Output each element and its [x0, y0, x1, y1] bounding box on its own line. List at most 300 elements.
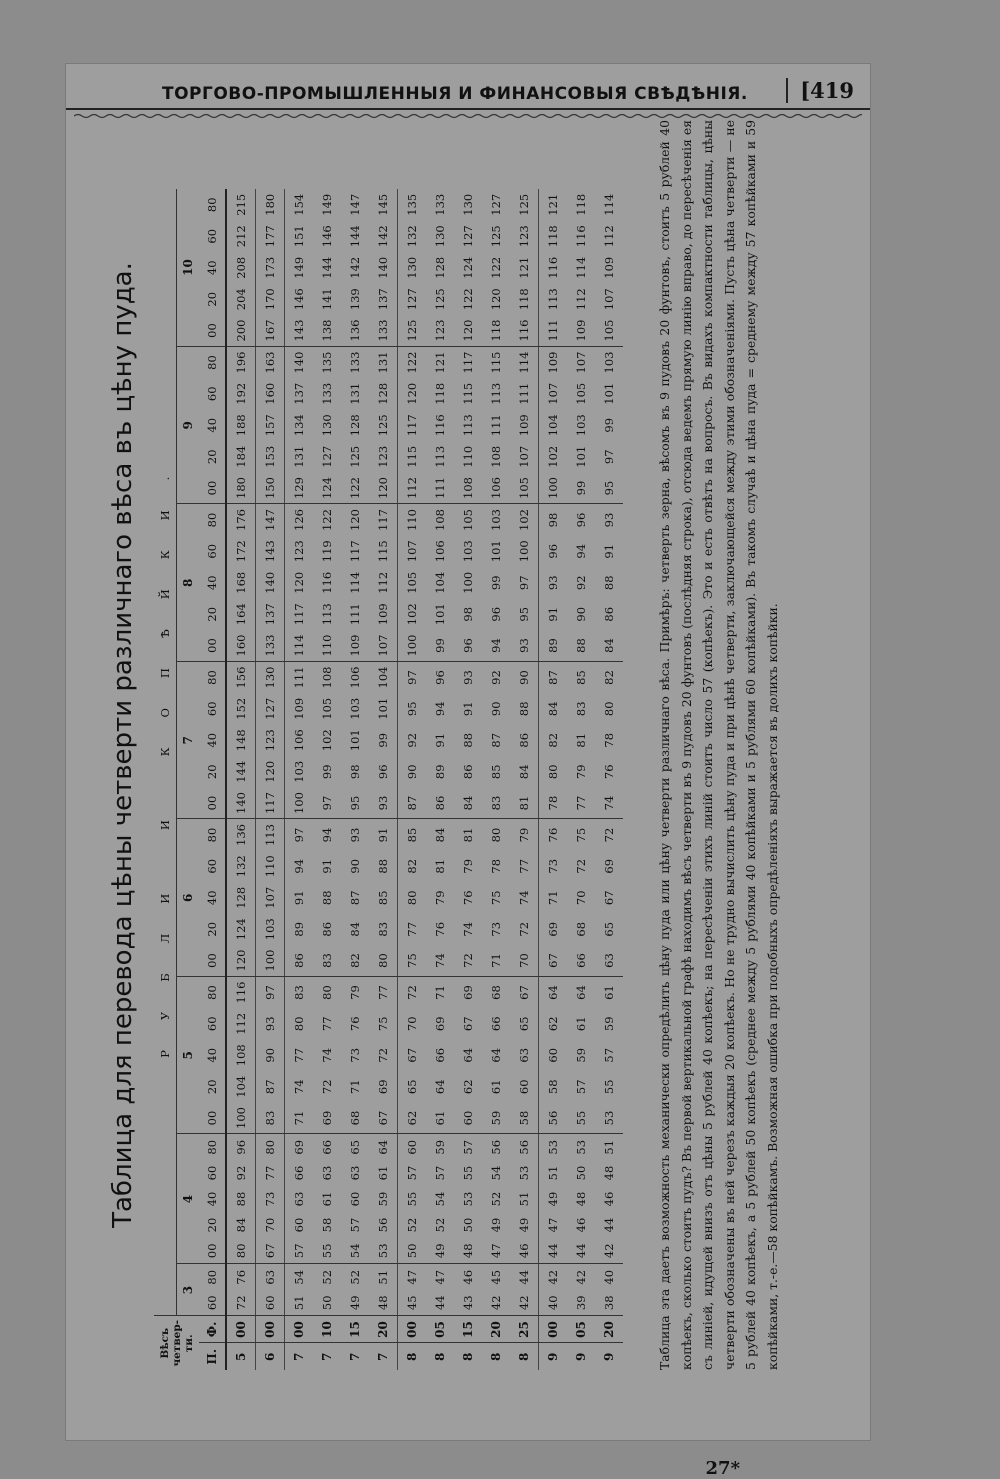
price-cell: 176: [234, 509, 248, 531]
price-cell: 38: [595, 1290, 623, 1316]
kopeck-column-header: 40: [199, 1186, 226, 1212]
price-cell: 71: [348, 1079, 362, 1095]
price-cell: 56: [517, 1139, 531, 1155]
price-cell: 126: [285, 504, 314, 536]
price-cell: 103: [256, 914, 285, 946]
price-cell: 151: [285, 221, 314, 253]
kopeck-column-header: 80: [199, 977, 226, 1009]
price-cell: 53: [461, 1191, 475, 1207]
price-cell: 114: [574, 256, 588, 279]
ruble-group-label: 10: [177, 189, 200, 347]
price-cell: 94: [433, 701, 447, 717]
price-cell: 97: [256, 977, 285, 1009]
price-cell: 131: [285, 441, 314, 473]
price-cell: 86: [602, 606, 616, 622]
kopeck-column-header: 00: [199, 1238, 226, 1264]
ruble-group-label: 9: [177, 347, 200, 505]
price-cell: 80: [285, 1008, 314, 1040]
price-cell: 72: [574, 858, 588, 874]
price-cell: 69: [285, 1134, 314, 1160]
table-row: [398, 189, 427, 1370]
price-cell: 114: [602, 193, 616, 216]
price-cell: 49: [341, 1290, 369, 1316]
price-cell: 111: [426, 473, 454, 505]
rotated-table-block: [92, 120, 862, 1370]
price-cell: 74: [595, 788, 623, 820]
price-cell: 53: [517, 1165, 531, 1181]
price-cell: 143: [285, 315, 314, 347]
price-cell: 93: [539, 567, 568, 599]
price-cell: 76: [602, 764, 616, 780]
price-cell: 49: [517, 1217, 531, 1233]
kopeck-column-header: 20: [199, 441, 226, 473]
price-cell: 95: [517, 606, 531, 622]
price-cell: 87: [489, 732, 503, 748]
table-row: [369, 189, 398, 1370]
kopeck-column-header: 60: [199, 1160, 226, 1186]
price-cell: 80: [489, 827, 503, 843]
price-cell: 53: [369, 1238, 398, 1264]
price-cell: 107: [517, 445, 531, 468]
weight-funt-cell: 05: [426, 1316, 454, 1343]
weight-funt-cell: 00: [285, 1316, 314, 1343]
table-title: Таблица для перевода цѣны четверти различнаго вѣса въ цѣну пуда.: [108, 262, 138, 1228]
price-cell: 99: [376, 732, 390, 748]
price-cell: 109: [567, 315, 595, 347]
price-cell: 55: [567, 1103, 595, 1135]
price-cell: 92: [574, 575, 588, 591]
price-cell: 69: [539, 914, 568, 946]
price-cell: 86: [461, 764, 475, 780]
price-cell: 145: [376, 193, 390, 216]
price-cell: 92: [489, 670, 503, 685]
kopeck-column-header: 60: [199, 1290, 226, 1316]
price-cell: 84: [595, 630, 623, 662]
price-cell: 63: [348, 1165, 362, 1181]
price-cell: 42: [595, 1238, 623, 1264]
price-cell: 44: [539, 1238, 568, 1264]
price-cell: 88: [517, 701, 531, 717]
price-cell: 144: [320, 256, 334, 279]
price-cell: 54: [489, 1165, 503, 1181]
price-cell: 73: [256, 1186, 285, 1212]
price-cell: 99: [320, 764, 334, 780]
price-cell: 79: [517, 827, 531, 843]
price-cell: 103: [489, 509, 503, 531]
price-cell: 87: [398, 788, 427, 820]
price-cell: 136: [234, 824, 248, 846]
price-cell: 62: [461, 1079, 475, 1095]
price-cell: 180: [256, 189, 285, 221]
price-cell: 52: [398, 1212, 427, 1238]
price-cell: 39: [567, 1290, 595, 1316]
price-cell: 98: [539, 504, 568, 536]
price-cell: 82: [398, 851, 427, 883]
price-cell: 75: [574, 827, 588, 843]
price-cell: 111: [517, 382, 531, 405]
price-cell: 116: [539, 252, 568, 284]
price-cell: 98: [461, 606, 475, 622]
price-cell: 110: [256, 851, 285, 883]
price-cell: 44: [602, 1217, 616, 1233]
price-cell: 89: [285, 914, 314, 946]
price-cell: 72: [454, 945, 482, 977]
price-cell: 105: [398, 567, 427, 599]
kopeck-column-header: 20: [199, 914, 226, 946]
price-cell: 140: [256, 567, 285, 599]
price-cell: 97: [517, 575, 531, 591]
price-cell: 107: [256, 882, 285, 914]
weight-funt-cell: 00: [226, 1316, 256, 1343]
price-cell: 139: [348, 288, 362, 311]
kopeck-column-header: 60: [199, 536, 226, 568]
price-cell: 128: [348, 414, 362, 437]
price-cell: 51: [376, 1269, 390, 1285]
price-cell: 118: [517, 288, 531, 311]
price-cell: 52: [348, 1269, 362, 1285]
price-cell: 120: [256, 756, 285, 788]
price-cell: 63: [595, 945, 623, 977]
price-cell: 64: [489, 1047, 503, 1063]
price-cell: 115: [461, 382, 475, 405]
price-cell: 98: [348, 764, 362, 780]
price-cell: 99: [489, 575, 503, 591]
price-cell: 93: [369, 788, 398, 820]
price-cell: 153: [256, 441, 285, 473]
price-cell: 118: [574, 193, 588, 216]
price-cell: 105: [574, 382, 588, 405]
price-cell: 66: [489, 1016, 503, 1032]
price-cell: 101: [602, 382, 616, 405]
price-cell: 108: [320, 666, 334, 689]
price-cell: 78: [602, 732, 616, 748]
price-cell: 90: [348, 858, 362, 874]
kopeck-column-header: 80: [199, 662, 226, 694]
price-cell: 64: [376, 1139, 390, 1155]
kopeck-column-header: 60: [199, 693, 226, 725]
price-cell: 67: [517, 985, 531, 1000]
kopeck-column-header: 60: [199, 378, 226, 410]
price-cell: 132: [234, 855, 248, 878]
price-cell: 56: [376, 1217, 390, 1233]
price-cell: 57: [398, 1160, 427, 1186]
price-cell: 53: [595, 1103, 623, 1135]
price-cell: 106: [348, 666, 362, 689]
weight-funt-cell: 00: [256, 1316, 285, 1343]
price-cell: 117: [398, 410, 427, 442]
price-cell: 109: [376, 603, 390, 626]
price-cell: 123: [285, 536, 314, 568]
price-cell: 123: [376, 445, 390, 468]
price-cell: 55: [398, 1186, 427, 1212]
table-row: [285, 189, 314, 1370]
price-cell: 70: [256, 1212, 285, 1238]
signature-mark: 27*: [705, 1458, 740, 1479]
price-cell: 100: [461, 571, 475, 594]
kopeck-column-header: 00: [199, 630, 226, 662]
price-cell: 47: [539, 1212, 568, 1238]
price-cell: 102: [517, 509, 531, 531]
price-cell: 63: [285, 1186, 314, 1212]
price-cell: 96: [489, 606, 503, 622]
price-cell: 64: [539, 977, 568, 1009]
price-cell: 122: [489, 256, 503, 279]
price-cell: 93: [510, 630, 539, 662]
kopeck-column-header: 80: [199, 1264, 226, 1290]
price-cell: 60: [256, 1290, 285, 1316]
price-cell: 59: [376, 1191, 390, 1207]
price-cell: 54: [433, 1191, 447, 1207]
price-cell: 101: [433, 603, 447, 626]
price-cell: 63: [517, 1047, 531, 1063]
price-cell: 84: [348, 921, 362, 937]
price-cell: 142: [376, 225, 390, 248]
price-cell: 116: [320, 571, 334, 594]
price-cell: 100: [517, 540, 531, 563]
price-cell: 99: [567, 473, 595, 505]
price-cell: 81: [574, 732, 588, 748]
price-cell: 96: [574, 512, 588, 528]
weight-pud-cell: 9: [539, 1343, 568, 1370]
price-cell: 80: [226, 1238, 256, 1264]
page-header: [66, 64, 870, 110]
price-cell: 164: [234, 603, 248, 626]
price-cell: 100: [226, 1103, 256, 1135]
kopeck-column-header: 80: [199, 189, 226, 221]
price-cell: 82: [602, 670, 616, 685]
price-cell: 58: [510, 1103, 539, 1135]
price-cell: 100: [398, 630, 427, 662]
price-cell: 160: [226, 630, 256, 662]
kopeck-column-header: 40: [199, 725, 226, 757]
weight-pud-cell: 8: [433, 1352, 447, 1361]
price-cell: 130: [433, 225, 447, 248]
price-cell: 88: [567, 630, 595, 662]
price-cell: 69: [376, 1079, 390, 1095]
price-cell: 80: [256, 1134, 285, 1160]
price-cell: 77: [398, 914, 427, 946]
price-cell: 67: [398, 1040, 427, 1072]
price-cell: 115: [489, 351, 503, 374]
price-cell: 110: [313, 630, 341, 662]
price-cell: 107: [539, 378, 568, 410]
price-cell: 124: [461, 256, 475, 279]
weight-pud-cell: 8: [398, 1343, 427, 1370]
price-cell: 120: [369, 473, 398, 505]
price-cell: 167: [256, 315, 285, 347]
price-cell: 87: [539, 662, 568, 694]
price-cell: 140: [285, 347, 314, 379]
price-cell: 44: [517, 1269, 531, 1285]
price-cell: 91: [433, 732, 447, 748]
weight-pud-cell: 6: [256, 1343, 285, 1370]
header-row-rubles: [154, 189, 177, 1370]
price-cell: 68: [574, 921, 588, 937]
price-cell: 116: [510, 315, 539, 347]
kopeck-column-header: 20: [199, 284, 226, 316]
price-cell: 72: [602, 827, 616, 843]
price-cell: 122: [398, 347, 427, 379]
price-cell: 57: [348, 1217, 362, 1233]
price-cell: 52: [320, 1269, 334, 1285]
price-cell: 97: [398, 662, 427, 694]
price-cell: 116: [433, 414, 447, 437]
book-page: [66, 64, 870, 1479]
price-cell: 128: [234, 886, 248, 909]
kopeck-column-header: 00: [199, 473, 226, 505]
weight-pud-cell: 8: [461, 1352, 475, 1361]
kopeck-column-header: 80: [199, 504, 226, 536]
price-cell: 78: [539, 788, 568, 820]
price-cell: 60: [348, 1191, 362, 1207]
price-cell: 59: [602, 1016, 616, 1032]
price-cell: 55: [461, 1165, 475, 1181]
price-cell: 113: [320, 603, 334, 626]
price-cell: 188: [234, 414, 248, 437]
price-cell: 77: [285, 1040, 314, 1072]
price-cell: 103: [602, 351, 616, 374]
price-cell: 122: [341, 473, 369, 505]
table-row: [226, 189, 256, 1370]
price-cell: 117: [461, 351, 475, 374]
price-cell: 85: [489, 764, 503, 780]
funt-column-header: Ф.: [199, 1316, 226, 1343]
price-cell: 103: [285, 756, 314, 788]
price-cell: 111: [539, 315, 568, 347]
price-cell: 109: [539, 347, 568, 379]
price-cell: 125: [348, 445, 362, 468]
price-cell: 86: [426, 788, 454, 820]
table-footnote: Таблица эта даетъ возможность механически опредѣлить цѣну пуда или цѣну четверти различнаго вѣса. Примѣръ: четверть зерна, вѣсомъ въ 9 пудовъ 20 фунтовъ, стоитъ 5 рублей 40 копѣекъ, сколько стоитъ пудъ? Въ первой вертикальной графѣ находимъ вѣсъ четверти въ 9 пудовъ 20 фунтовъ (послѣдняя строка), отсюда ведемъ прямую линію вправо, до пересѣченія ея съ линіей, идущей внизъ отъ цѣны 5 рублей 40 копѣекъ; на пересѣченіи этихъ линій стоитъ число 57 (копѣекъ). Это и есть отвѣтъ на вопросъ. Въ видахъ компактности таблицы, цѣны четверти обозначены въ ней черезъ каждыя 20 копѣекъ. Но не трудно вычислить цѣну пуда и при цѣнѣ четверти, заключающейся между этими обозначеніями. Пусть цѣна четверти — не 5 рублей 40 копѣекъ, а 5 рублей 50 копѣекъ (среднее между 5 рублями 40 копѣйками и 5 рублями 60 копѣйками). Въ такомъ случаѣ и цѣна пуда = среднему между 57 копѣйками и 59 копѣйками, т.-е.—58 копѣйкамъ. Возможная ошибка при подобныхъ опредѣленіяхъ выражается въ долихъ копѣйки.: [657, 120, 780, 1370]
price-cell: 46: [602, 1191, 616, 1207]
price-cell: 130: [398, 252, 427, 284]
price-cell: 106: [482, 473, 510, 505]
price-cell: 104: [433, 571, 447, 594]
price-cell: 103: [348, 697, 362, 720]
price-cell: 133: [320, 382, 334, 405]
price-cell: 68: [341, 1103, 369, 1135]
price-cell: 133: [433, 193, 447, 216]
price-cell: 54: [341, 1238, 369, 1264]
price-cell: 149: [285, 252, 314, 284]
price-cell: 146: [320, 225, 334, 248]
price-cell: 120: [454, 315, 482, 347]
price-cell: 75: [376, 1016, 390, 1032]
weight-funt-cell: 20: [595, 1316, 623, 1343]
price-cell: 70: [398, 1008, 427, 1040]
price-cell: 56: [489, 1139, 503, 1155]
kopeck-column-header: 40: [199, 567, 226, 599]
price-cell: 47: [433, 1269, 447, 1285]
price-cell: 93: [602, 512, 616, 528]
price-cell: 150: [256, 473, 285, 505]
price-cell: 76: [539, 819, 568, 851]
price-cell: 137: [285, 378, 314, 410]
price-cell: 52: [489, 1191, 503, 1207]
price-cell: 96: [234, 1139, 248, 1155]
ruble-group-label: 4: [177, 1134, 200, 1264]
price-cell: 106: [285, 725, 314, 757]
price-cell: 129: [285, 473, 314, 505]
price-cell: 99: [602, 417, 616, 433]
weight-pud-cell: 9: [574, 1352, 588, 1361]
price-cell: 42: [482, 1290, 510, 1316]
weight-pud-cell: 7: [376, 1352, 390, 1361]
kopeck-column-header: 00: [199, 945, 226, 977]
price-cell: 112: [234, 1012, 248, 1035]
price-cell: 59: [574, 1047, 588, 1063]
price-cell: 196: [234, 351, 248, 374]
price-cell: 111: [285, 662, 314, 694]
price-cell: 113: [433, 445, 447, 468]
price-cell: 75: [489, 890, 503, 906]
weight-pud-cell: 8: [489, 1352, 503, 1361]
price-cell: 59: [482, 1103, 510, 1135]
price-cell: 94: [285, 851, 314, 883]
price-cell: 114: [285, 630, 314, 662]
running-title: ТОРГОВО-ПРОМЫШЛЕННЫЯ И ФИНАНСОВЫЯ СВѢДѢНІЯ.: [162, 84, 748, 104]
price-cell: 45: [398, 1290, 427, 1316]
price-cell: 109: [517, 414, 531, 437]
price-cell: 83: [482, 788, 510, 820]
price-cell: 70: [574, 890, 588, 906]
price-cell: 101: [348, 729, 362, 752]
price-cell: 48: [454, 1238, 482, 1264]
price-cell: 72: [517, 921, 531, 937]
price-cell: 88: [234, 1191, 248, 1207]
price-cell: 47: [482, 1238, 510, 1264]
price-cell: 127: [489, 193, 503, 216]
price-cell: 105: [461, 509, 475, 531]
price-cell: 91: [539, 599, 568, 631]
price-cell: 106: [433, 540, 447, 563]
price-cell: 71: [285, 1103, 314, 1135]
price-cell: 103: [461, 540, 475, 563]
price-cell: 133: [256, 630, 285, 662]
price-cell: 79: [574, 764, 588, 780]
price-cell: 68: [489, 985, 503, 1000]
price-cell: 146: [285, 284, 314, 316]
price-cell: 143: [256, 536, 285, 568]
price-cell: 123: [426, 315, 454, 347]
price-cell: 95: [595, 473, 623, 505]
kopeck-column-header: 00: [199, 788, 226, 820]
kopeck-column-header: 80: [199, 1134, 226, 1160]
price-cell: 72: [226, 1290, 256, 1316]
price-cell: 76: [461, 890, 475, 906]
price-cell: 57: [602, 1047, 616, 1063]
price-cell: 156: [234, 666, 248, 689]
price-cell: 43: [454, 1290, 482, 1316]
price-cell: 107: [398, 536, 427, 568]
price-cell: 100: [256, 945, 285, 977]
price-cell: 127: [461, 225, 475, 248]
price-cell: 141: [320, 288, 334, 311]
price-cell: 112: [398, 473, 427, 505]
price-cell: 48: [574, 1191, 588, 1207]
price-cell: 148: [234, 729, 248, 752]
price-cell: 89: [433, 764, 447, 780]
price-cell: 215: [234, 193, 248, 216]
weight-pud-cell: 7: [285, 1343, 314, 1370]
price-cell: 131: [376, 351, 390, 374]
price-cell: 116: [234, 981, 248, 1004]
price-cell: 44: [567, 1238, 595, 1264]
price-cell: 40: [602, 1269, 616, 1285]
weight-funt-cell: 15: [454, 1316, 482, 1343]
price-cell: 168: [234, 571, 248, 594]
price-cell: 81: [510, 788, 539, 820]
